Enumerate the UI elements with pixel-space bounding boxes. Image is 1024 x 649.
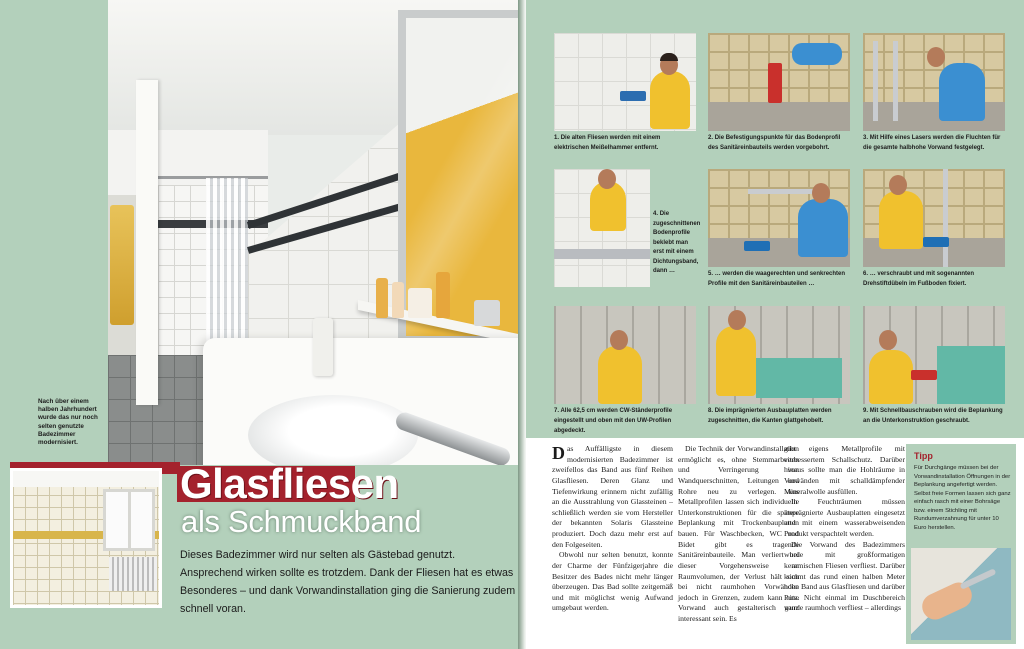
tip-title: Tipp — [914, 451, 933, 461]
tip-box — [906, 444, 1016, 644]
step-caption-8 — [708, 406, 850, 426]
step-caption-6 — [863, 269, 1005, 289]
drill-icon — [911, 370, 937, 380]
body-paragraph: In Feuchträumen müssen imprägnierte Ausbauplatten eingesetzt und mit einem wasserabweisenden Produkt verspachtelt werden. — [784, 497, 905, 538]
body-paragraph: Obwohl nur selten benutzt, konnte der Charme der Fünfzigerjahre die Besitzer des Bades nicht mehr länger überzeugen. Das Bad sollte zeitgemäß und mit möglichst wenig Aufwand umgebaut werden. — [552, 550, 673, 613]
intro-paragraph: Dieses Badezimmer wird nur selten als Gästebad genutzt. Ansprechend wirken sollte es trotzdem. Dank der Fliesen hat es etwas Besonderes – und dank Vorwandinstallation ging die Sanierung zudem schnell voran. — [180, 549, 516, 615]
hero-bottle — [408, 288, 432, 318]
step-number: 8. — [708, 408, 714, 414]
body-paragraph: gibt eigens Metallprofile mit verbessertem Schallschutz. Darüber hinaus sollte man die Hohlräume in Vorwänden mit schalldämpfender Mineralwolle ausfüllen. — [784, 444, 905, 496]
impregnated-board — [937, 346, 1005, 404]
body-paragraph: Die Vorwand des Badezimmers wurde mit großformatigen keramischen Fliesen verfliest. Darüber kommt das rund einen halben Meter hohe Band aus Glasfliesen und darüber Putz. Nicht einmal im Duschbereich wurde raumhoch verfliest – allerdings — [784, 539, 905, 613]
worker-head — [879, 330, 897, 350]
inset-radiator — [109, 557, 157, 591]
worker-head — [889, 175, 907, 195]
right-page — [526, 0, 1024, 649]
photo-floor — [708, 102, 850, 131]
step-text: Mit Hilfe eines Lasers werden die Fluchten für die gesamte halbhohe Vorwand festgelegt. — [863, 135, 1001, 151]
step-number: 3. — [863, 135, 869, 141]
worker-head — [728, 310, 746, 330]
metal-frame — [943, 169, 948, 267]
drill-icon — [768, 63, 782, 103]
hero-bottle — [436, 272, 450, 318]
inset-ceiling — [13, 471, 162, 487]
step-text: Die Befestigungspunkte für das Bodenprofil des Sanitäreinbauteils werden vorgebohrt. — [708, 135, 841, 151]
metal-frame — [893, 41, 898, 121]
step-photo-2 — [708, 33, 850, 131]
tip-photo — [911, 548, 1011, 640]
step-text: Die zugeschnittenen Bodenprofile beklebt man erst mit einem Dichtungsband, dann … — [653, 211, 701, 274]
screwdriver-icon — [744, 241, 770, 251]
hero-bottle — [376, 278, 388, 318]
step-number: 7. — [554, 408, 560, 414]
step-text: … werden die waagerechten und senkrechten Profile mit den Sanitäreinbauteilen … — [708, 271, 846, 287]
step-text: Alle 62,5 cm werden CW-Ständerprofile eingestellt und oben mit den UW-Profilen abgedeckt. — [554, 408, 673, 434]
step-text: … verschraubt und mit sogenannten Drehstiftdübeln im Fußboden fixiert. — [863, 271, 975, 287]
step-photo-5 — [708, 169, 850, 267]
step-caption-2 — [708, 133, 850, 153]
worker-arm — [792, 43, 842, 65]
worker-head — [812, 183, 830, 203]
worker-head — [927, 47, 945, 67]
hero-shower-curtain — [206, 178, 248, 353]
hero-caption: Nach über einem halben Jahrhundert wurde das nur noch selten genutzte Badezimmer modernisiert. — [38, 398, 98, 447]
step-number: 1. — [554, 135, 560, 141]
chisel-hammer-icon — [620, 91, 646, 101]
hero-bottle — [392, 282, 404, 318]
step-caption-5 — [708, 269, 850, 289]
subheadline: als Schmuckband — [181, 504, 422, 539]
worker-figure — [598, 346, 642, 404]
step-caption-1 — [554, 133, 696, 153]
floor-profile — [554, 249, 650, 259]
step-number: 6. — [863, 271, 869, 277]
worker-figure — [879, 191, 923, 249]
metal-frame — [873, 41, 878, 121]
step-caption-7 — [554, 406, 696, 436]
body-text: as Auffälligste in diesem modernisierten Badezimmer ist zweifellos das Band aus fünf Reihen Glasfliesen. Deren Glanz und Tiefenwirkung erinnern nicht zufällig an die Ausstrahlung von Glassteinen – schließlich werden sie vom Hersteller der bekannten Solaris Glassteine produziert. Doch dazu mehr erst auf den Folgeseiten. — [552, 444, 673, 549]
body-paragraph: Die Technik der Vorwandinstallation ermöglicht es, ohne Stemmarbeiten und Verringerung von Wandquerschnitten, Leitungen und Rohre neu zu verlegen. Aus Metallprofilen lassen sich individuelle Unterkonstruktionen für die spätere Beplankung mit Trockenbauplatten bauen. Für Waschbecken, WC und Bidet gibt es tragende Sanitäreinbauteile. Man verliert bei dieser Vorgehensweise an Raumvolumen, der Verlust hält sich bei nicht raumhohen Vorwänden jedoch in Grenzen, zudem kann eine Vorwand auch gestalterisch ganz interessant sein. Es — [678, 444, 799, 623]
hero-soap-dispenser — [313, 318, 333, 376]
hero-washbasin — [248, 395, 418, 465]
step-photo-7 — [554, 306, 696, 404]
headline: Glasfliesen — [180, 460, 399, 507]
worker-figure — [798, 199, 848, 257]
step-text: Die alten Fliesen werden mit einem elektrischen Meißelhammer entfernt. — [554, 135, 661, 151]
step-number: 5. — [708, 271, 714, 277]
step-photo-3 — [863, 33, 1005, 131]
drop-cap: D — [552, 443, 565, 463]
step-photo-6 — [863, 169, 1005, 267]
worker-head — [610, 330, 628, 350]
step-number: 9. — [863, 408, 869, 414]
step-number: 2. — [708, 135, 714, 141]
tip-text: Für Durchgänge müssen bei der Vorwandinstallation Öffnungen in der Beplankung angefertigt werden. Selbst freie Formen lassen sich ganz einfach rasch mit einer Bohrsäge bzw. einem Stichling mit Rundumverzahnung für unter 10 Euro herstellen. — [914, 465, 1011, 531]
step-text: Mit Schnellbauschrauben wird die Beplankung an die Unterkonstruktion geschraubt. — [863, 408, 1003, 424]
hero-towel — [110, 205, 134, 325]
hero-bottle — [474, 300, 500, 326]
step-caption-9 — [863, 406, 1005, 426]
step-number: 4. — [653, 211, 659, 217]
step-text: Die imprägnierten Ausbauplatten werden zugeschnitten, die Kanten glattgehobelt. — [708, 408, 832, 424]
worker-figure — [650, 71, 690, 129]
step-caption-4 — [653, 210, 701, 277]
body-paragraph — [552, 444, 673, 550]
impregnated-board — [756, 358, 842, 398]
inset-window — [103, 489, 155, 551]
body-column-1 — [552, 444, 673, 614]
step-photo-8 — [708, 306, 850, 404]
step-photo-4 — [554, 169, 650, 287]
worker-figure — [716, 326, 756, 396]
step-photo-1 — [554, 33, 696, 131]
body-column-3 — [784, 444, 905, 614]
worker-head — [598, 169, 616, 189]
screwdriver-icon — [923, 237, 949, 247]
bathroom-hero-photo — [108, 0, 522, 465]
worker-figure — [869, 350, 913, 404]
step-caption-3 — [863, 133, 1005, 153]
old-bathroom-inset-photo — [10, 468, 162, 608]
worker-figure — [939, 63, 985, 121]
body-column-2 — [678, 444, 799, 625]
worker-hair — [660, 53, 678, 61]
hero-partition-wall — [136, 80, 158, 405]
step-photo-9 — [863, 306, 1005, 404]
